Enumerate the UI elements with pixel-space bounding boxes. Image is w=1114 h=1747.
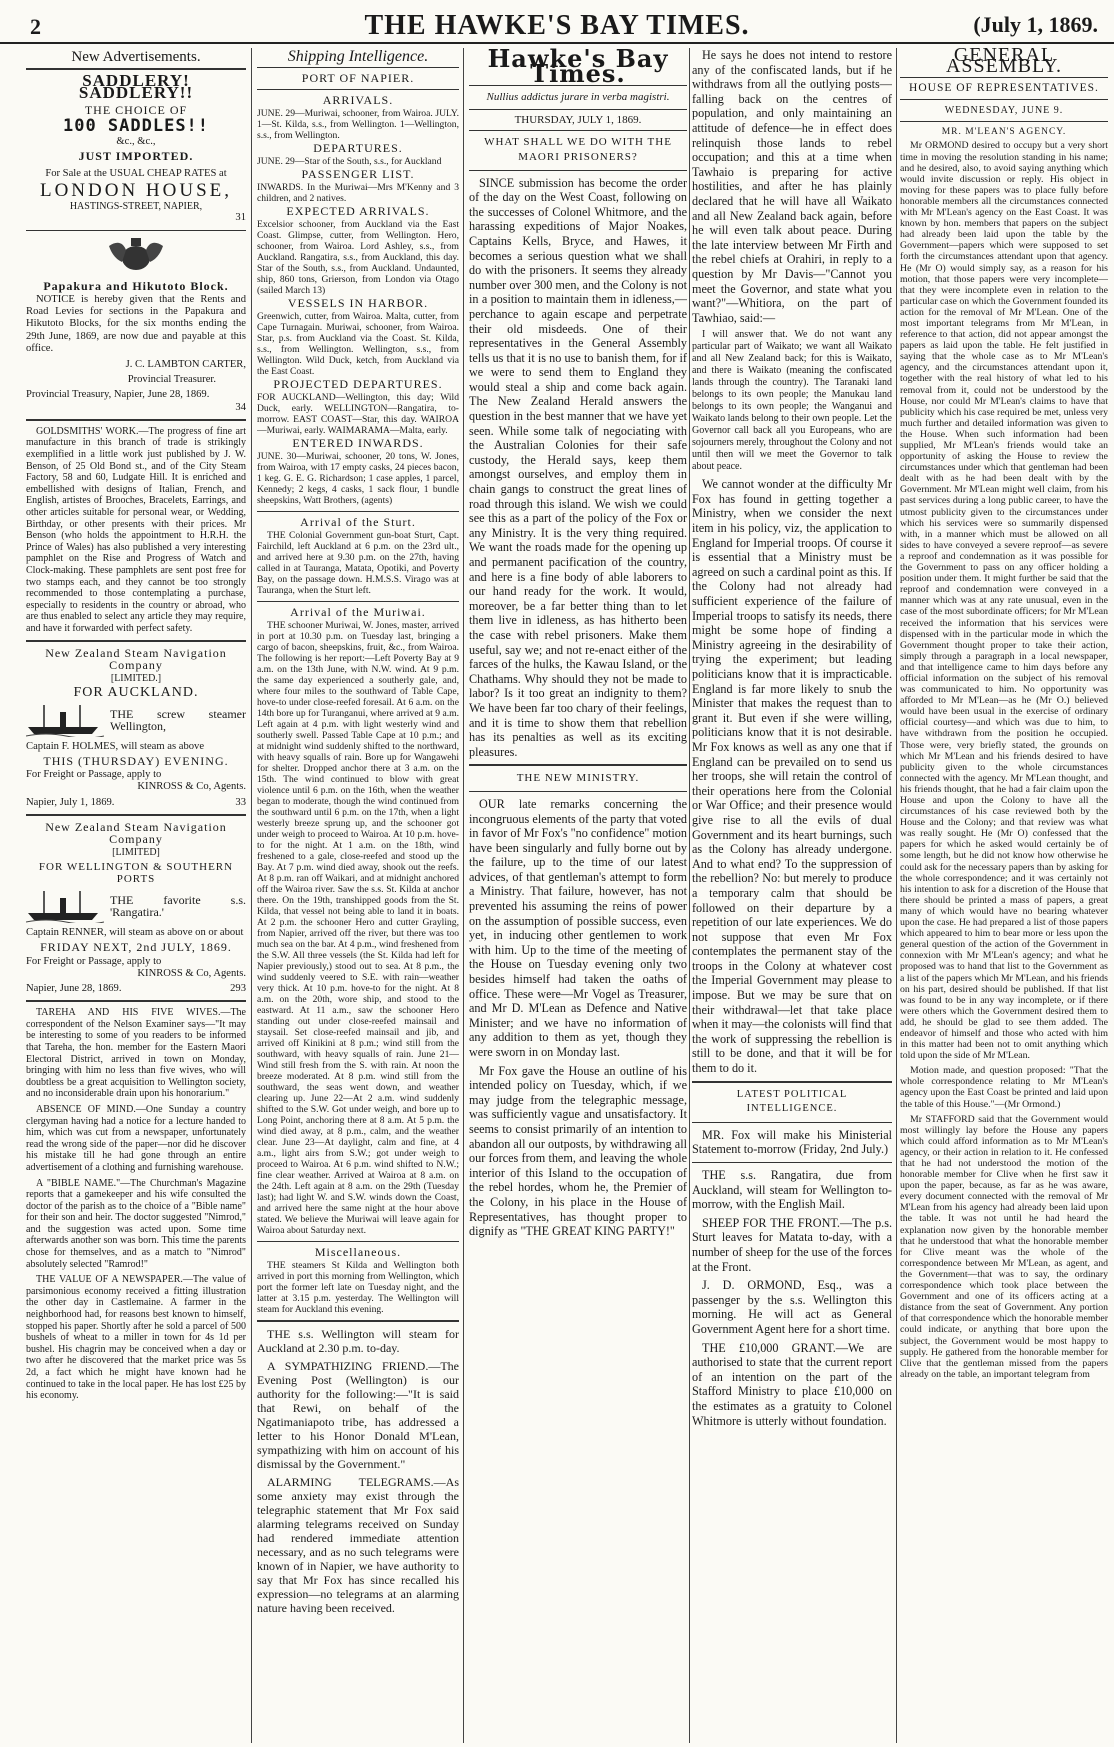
arrivals-list: JUNE. 29—Muriwai, schooner, from Wairoa. JULY. 1—St. Kilda, s.s., from Wellington. 1—Wellington, s.s., from Wellington. — [257, 108, 459, 141]
nz2-limited: [LIMITED] — [112, 847, 160, 859]
departures-heading: DEPARTURES. — [313, 141, 403, 155]
nz2-captain: Captain RENNER, will steam as above on or about — [26, 927, 244, 939]
saddlery-count: 100 SADDLES!! — [62, 115, 210, 136]
alarming-text: ALARMING TELEGRAMS.—As some anxiety may exist through the telegraphic statement that Mr Fox said alarming telegrams received on Sunday had rendered immediate attention necessary, and as no such telegrams were known of in Napier, we have authority to say that Mr Fox has since recalled his expression—no telegrams at an alarming nature having been received. — [257, 1475, 459, 1615]
column-rule — [251, 48, 252, 1743]
saddlery-address: HASTINGS-STREET, NAPIER, — [69, 200, 203, 212]
crest-icon — [26, 236, 246, 278]
departures-list: JUNE. 29—Star of the South, s.s., for Auckland — [257, 156, 442, 167]
agency-heading: MR. M'LEAN'S AGENCY. — [941, 127, 1067, 138]
column-general-assembly — [900, 48, 1108, 1743]
nz1-when: THIS (THURSDAY) EVENING. — [43, 753, 229, 768]
muriwai-text: THE schooner Muriwai, W. Jones, master, arrived in port at 10.30 p.m. on Tuesday last, bringing a cargo of bacon, sheepskins, fruit, &c., from Wairoa. The following is her report:—Left Poverty Bay at 9 a.m. on the 13th June, with N.W. wind. At 9 p.m. the same day experienced a southerly gale, and, where four miles to the southward of Table Cape, hove-to under close-reefed foresail. At 6 a.m. on the 14th bore up for Turanganui, where arrived at 9 a.m. Left again at 4 p.m. with light westerly wind and southerly swell. Passed Table Cape at 10 p.m.; and at midnight wind suddenly shifted to the northward, with heavy squalls of rain. Bore up for Wangawehi for shelter. Dropped anchor there at 3 a.m. on the 15th. The wind continued to blow with great violence until 6 p.m. on the 16th, when the weather began to moderate, though the wind continued from the southward until 6 p.m. on the 17th, when a light westerly breeze sprung up, and the schooner got under weigh to proceed to Wairoa. At 10 p.m. hove-to for the night. At 1 a.m. on the 18th, wind freshened to a gale, close-reefed and stood up the Bay. At 7 p.m. wind died away, shook out the reefs. At 8 p.m. ran off Waikari, and at midnight anchored off the Wairoa river. Saw the s.s. St. Kilda at anchor there. On the 19th, transhipped goods from the St. Kilda, that vessel not being able to land it in boats. At 2 p.m. the schooner Hero and cutter Grayling, from Napier, arrived off the river, but there was too much sea on the bar. At 4 p.m., wind freshened from the S.W. All three vessels (the St. Kilda had left for Napier previously,) stood out to sea. At 8 p.m., the wind suddenly veered to S.E. with rain—weather very thick. At 10 p.m. hove-to for the night. At 8 a.m. on the 20th, wore ship, and stood to the eastward. At 11 a.m., saw the schooner Hero standing out under close-reefed mainsail and staysail. Set close-reefed mainsail and jib, and arrived off Kinikini at 8 p.m.; wind still from the southward, with heavy squalls of rain. June 21—Wind still fresh from the S. with rain. At noon the breeze moderated. At 8 p.m. wind still from the southward, the seas went down, and weather clearing up. June 22—At 2 a.m. wind suddenly shifted to the S.W. Got under weigh, and bore up to Long Point, anchoring there at 8 a.m. At 5 p.m. the wind died away, at 8 p.m., calm, and the weather clear. June 23—At daylight, calm and fine, at 4 a.m., light airs from S.W.; got under weigh to proceed to Wairoa. At 6 p.m. wind shifted to N.W.; fine clear weather. Arrived at Wairoa at 8 a.m. on the 24th. Left again at 8 a.m. on the 29th (Tuesday last); had light W. and S.W. winds down the Coast, and arrived here the same night at the hour above stated. We believe the Muriwai will leave again for Wairoa about Saturday next. — [257, 620, 459, 1236]
nz1-limited: [LIMITED.] — [110, 672, 162, 684]
section-heading: New Advertisements. — [71, 49, 201, 65]
column-rule — [896, 48, 897, 1743]
rangatira-text: THE s.s. Rangatira, due from Auckland, will steam for Wellington to-morrow, with the English Mail. — [692, 1168, 892, 1212]
nz1-title: New Zealand Steam Navigation Company — [45, 645, 227, 672]
editorial-masthead: Hawke's Bay Times. — [469, 52, 687, 86]
editorial-quote: I will answer that. We do not want any particular part of Waikato; we want all Waikato and all New Zealand back; for this is Waikato, and there is Waikato (meaning the confiscated lands through the country). The Taranaki land belongs to its own people; the Manukau land belongs to its own people; the Wanganui and Waikato lands belong to their own people. Let the Governor call back all you Europeans, who are sojourners merely, throughout the Colony and not until then will we meet the Governor to talk about peace. — [692, 329, 892, 473]
nz2-title: New Zealand Steam Navigation Company — [45, 819, 227, 846]
assembly-p1: Mr ORMOND desired to occupy but a very short time in moving the resolution standing in his name; and he desired, also, to avoid saying anything which would invite discussion or reply. His object in moving for these papers was to place fully before honorable members all the circumstances connected with Mr M'Lean's agency on the East Coast. It was known by hon. members that papers on the subject had already been laid upon the table by the Government—papers which were supposed to set forth the circumstances attendant upon that agency. He (Mr O) would simply say, as a reason for his motion, that those papers were very incomplete—that they were incomplete even in relation to the particular case on which the Government founded its action for the removal of Mr M'Lean. One of the most important telegrams from Mr M'Lean, in reference to that action, did not appear amongst the papers as laid upon the table. He felt justified in saying that the whole case as to Mr M'Lean's agency, and the circumstances attendant upon it, together with the real history of what led to his removal from it, could not be understood by the House, nor could Mr M'Lean's claims to have that publicity which his case required be met, unless very much further and detailed information was given to the House. When such information had been supplied, Mr M'Lean's friends would take an opportunity of asking the House to review the circumstances under which that gentleman had been dealt with as he had been dealt with by the Government. Mr M'Lean might well claim, from his past services during a long public career, to have the utmost publicity given to the circumstances under which his services were so summarily dispensed with, in a manner which must be allowed on all sides to have conveyed a severe reproof—as severe a reproof and condemnation as it was possible for the Government to pass on any officer holding a position under them. It might further be said that the reproof and condemnation were conveyed in a manner which was at any rate unusual, even in the case of the most subordinate officers; for Mr M'Lean received the information that his services were dispensed with in the particular mode in which the Government thought proper to take their action, simply through a paragraph in a local newspaper, and that intelligence came to him days before any official information on the subject of his removal was communicated to him. No opportunity was afforded to Mr M'Lean—as he (Mr O.) believed would have been usual in the exercise of ordinary official courtesy—and which was due to him, to have withdrawn from the position he occupied. Those were, very briefly stated, the grounds on which Mr M'Lean and his friends desired to have publicity given to the whole circumstances connected with the agency. Mr M'Lean thought, and his friends thought, that he had a fair claim upon the House and upon the Colony to have all the circumstances of his case reviewed both by the House and the Colony; and that review was what was really sought. He (Mr O) confessed that the papers for which he asked would certainly be of some length, but he did not know how otherwise he could ask for the necessary papers than by asking for the whole correspondence; and it was certainly not his intention to ask for a discretion of the House that there should be printed a mass of papers, a great many of which would have no bearing whatever upon the case. He had prepared a list of those papers which appeared to him to bear more or less upon the general question of the action of the Government in connexion with Mr M'Lean's agency; and what he proposed was to hand that list to the Government as a list of the papers which Mr M'Lean, and his friends on his part, desired should be published. If that list was found to be in any way incomplete, or if there were others which the Government desired them to add, he should be glad to see them added. The endeavor of himself and those who acted with him in this matter had been not to omit anything which told upon the side of Mr M'Lean. — [900, 140, 1108, 1062]
arrivals-heading: ARRIVALS. — [322, 93, 394, 107]
page-number: 2 — [30, 14, 41, 39]
divider — [900, 77, 1108, 78]
sturt-heading: Arrival of the Sturt. — [300, 515, 416, 529]
ormond-text: J. D. ORMOND, Esq., was a passenger by the s.s. Wellington this morning. He will act as General Government Agent here for a short time. — [692, 1278, 892, 1336]
divider — [257, 89, 459, 90]
house-title: HOUSE OF REPRESENTATIVES. — [909, 82, 1099, 95]
nz2-agents: KINROSS & Co, Agents. — [137, 967, 246, 979]
nz1-freight: For Freight or Passage, apply to — [26, 769, 162, 781]
notice-text: NOTICE is hereby given that the Rents and Road Levies for sections in the Papakura and Hikutoto Blocks, for the six months ending the 29th June, 1869, are now due and payable at this office. — [26, 294, 246, 354]
saddlery-title: SADDLERY! SADDLERY!! — [78, 71, 194, 103]
saddlery-etc: &c., &c., — [116, 136, 156, 148]
expected-heading: EXPECTED ARRIVALS. — [286, 204, 430, 218]
harbor-heading: VESSELS IN HARBOR. — [287, 296, 429, 310]
assembly-p2: Motion made, and question proposed: "That the whole correspondence relating to Mr M'Lean's agency upon the East Coast be printed and laid upon the table of this House."—(Mr Ormond.) — [900, 1065, 1108, 1110]
article-title: WHAT SHALL WE DO WITH THE MAORI PRISONERS? — [484, 136, 672, 163]
issue-date: (July 1, 1869. — [973, 12, 1098, 37]
editorial-p2: We cannot wonder at the difficulty Mr Fox has found in getting together a Ministry, when we consider the next item in his policy, viz, the application to England for Imperial troops. Of course it is essential that a Ministry must be agreed on such a cardinal point as this. If the Colony had not already had sufficient experience of the failure of Imperial troops to satisfy its needs, there might be some hope of finding a Ministry agreeing in the desirability of trying the experiment; but leading politicians know that it is impracticable. England is far more likely to snub the Minister that makes the request than to grant it. But even if she were willing, politicians know that it is not desirable. Mr Fox knows as well as any one that if England can be prevailed on to send us her troops, she will retain the control of their operations here from the Colonial or War Office; and their presence would give rise to all the evils of dual Government and its heart burnings, such as the Colony has already undergone. And to what end? To the suppression of the rebellion? No: but merely to produce a temporary calm that should be followed on their departure by a repetition of our late experiences. We do not suppose that even Mr Fox contemplates the permanent stay of the troops in the Colony at whatever cost the Imperial Government may please to impose. But we may be sure that on their withdrawal—let that take place when it may—the colonists will find that the work of suppressing the rebellion is still to be done, and that it will be for them to do it. — [692, 477, 892, 1076]
masthead-title: THE HAWKE'S BAY TIMES. — [364, 10, 750, 41]
divider — [257, 67, 459, 68]
ad-ref: 34 — [235, 401, 246, 413]
column-rule — [689, 48, 690, 1743]
steamer-icon — [26, 889, 104, 923]
passenger-list: INWARDS. In the Muriwai—Mrs M'Kenny and 3 children, and 2 natives. — [257, 182, 459, 204]
article-p2: OUR late remarks concerning the incongruous elements of the party that voted in favor of Mr Fox's "no confidence" motion have been singularly and fully borne out by the failure, up to the time of our latest advices, of that gentleman's attempt to form a Ministry. That failure, however, has not prevented his assuming the reins of power on the assumption of possible success, even yet, in inducing other gentlemen to work with him. Up to the time of the meeting of the House on Tuesday evening only two besides himself had taken the oaths of office. These were—Mr Vogel as Treasurer, and Mr D. M'Lean as Defence and Native Minister; and we have no information of any addition to them as yet, though they were sworn in on Monday last. — [469, 796, 687, 1059]
shipping-title: Shipping Intelligence. — [287, 48, 429, 65]
nz1-dest: FOR AUCKLAND. — [73, 684, 199, 700]
port-name: PORT OF NAPIER. — [301, 71, 415, 85]
saddlery-house: LONDON HOUSE, — [39, 179, 233, 201]
divider — [469, 764, 687, 766]
misc-text: THE steamers St Kilda and Wellington both arrived in port this morning from Wellington, which port the former left late on Tuesday night, and the latter at 3.15 p.m. yesterday. The Wellington will steam for Auckland this evening. — [257, 1260, 459, 1315]
assembly-p3: Mr STAFFORD said that the Government would most willingly lay before the House any papers which could afford information as to Mr M'Lean's agency, or their action in relation to it. He confessed that he had not understood the motion of the honorable member for Clive when he first saw it upon the paper, because, as far as he was aware, every document connected with the removal of Mr M'Lean from his agency had already been laid upon the table. It was not until he had heard the explanation now given by the honorable member that he understood that what the honorable member for Clive meant was the whole of the correspondence between Mr M'Lean, as agent, and the Government—that was to say, the ordinary correspondence which took place between the Government and one of its officers acting at a distance from the seat of Government. Any portion of that correspondence which the honorable member could indicate, or anything that bore upon the subject, the Government would be most happy to supply. He gathered from the honorable member for Clive that the gentleman missed from the papers already on the table, an important telegram from — [900, 1113, 1108, 1380]
absence-text: ABSENCE OF MIND.—One Sunday a country clergyman having had a notice for a lecture handed to him, which was cut from a newspaper, unfortunately read the wrong side of the paper—nor did he discover his mistake till he had gone through an entire advertisement of a clothing and furnishing warehouse. — [26, 1103, 246, 1173]
article-p3: Mr Fox gave the House an outline of his intended policy on Tuesday, which, if we may judge from the telegraphic message, was sufficiently vague and unsatisfactory. It seems to consist primarily of an intention to abandon all our outposts, by withdrawing all our forces from them, and leaving the whole interior of this Island to the occupation of the rebel hordes, whom he, the Premier of the Colony, in his place in the House of Representatives, has thought proper to dignify as "THE GREAT KING PARTY!" — [469, 1063, 687, 1239]
bible-text: A "BIBLE NAME."—The Churchman's Magazine reports that a gamekeeper and his wife consulted the doctor of the parish as to the choice of a "Bible name" for their son and heir. The doctor suggested "Nimrod," and the suggestion was acted upon. Some time afterwards another son was born. This time the parents chose for themselves, and as a match to "Nimrod" absolutely selected "Ramrod!" — [26, 1177, 246, 1270]
ministry-title: THE NEW MINISTRY. — [516, 772, 640, 785]
divider — [257, 511, 459, 512]
notice-role: Provincial Treasurer. — [127, 374, 216, 386]
expected-list: Excelsior schooner, from Auckland via the East Coast. Glimpse, cutter, from Wellington. Hero, schooner, from Wairoa. Lord Ashley, s.s., from Auckland. Rangatira, s.s., from Auckland, this day. Star of the South, s.s., from Auckland. Undaunted, ship, 860 tons, Grierson, from London via Otago (sailed March 13) — [257, 219, 459, 296]
misc-heading: Miscellaneous. — [314, 1245, 402, 1259]
divider — [900, 99, 1108, 100]
divider — [26, 230, 246, 231]
editorial-p1: He says he does not intend to restore any of the confiscated lands, but if he withdraws from all the outlying posts—falling back on the centres of population, and only maintaining an attitude of defence—he in effect does relinquish those lands to rebel occupation; and this at a time when Tawhaio is preparing for active hostilities, and after he has plainly declared that he will have all Waikato and all New Zealand back again, before he will even talk about peace. During the late interview between Mr Firth and the rebel chiefs at Orahiri, in reply to a question by Mr Davis—"Cannot you meet the Governor, and state what you want?"—Whitiora, on the part of Tawhiao, said:— — [692, 48, 892, 325]
block-title: Papakura and Hikutoto Block. — [43, 278, 229, 293]
steamer-icon — [26, 703, 104, 737]
saddlery-imported: JUST IMPORTED. — [78, 149, 194, 164]
entered-heading: ENTERED INWARDS. — [292, 436, 424, 450]
muriwai-heading: Arrival of the Muriwai. — [290, 605, 426, 619]
divider — [900, 121, 1108, 122]
notice-place: Provincial Treasury, Napier, June 28, 1869. — [26, 389, 210, 401]
divider — [692, 1081, 892, 1083]
divider — [26, 640, 246, 642]
assembly-date: WEDNESDAY, JUNE 9. — [944, 105, 1064, 117]
nz1-captain: Captain F. HOLMES, will steam as above — [26, 740, 205, 752]
steamer-block — [26, 889, 246, 923]
nz2-date: Napier, June 28, 1869. 293 — [26, 982, 246, 994]
sturt-text: THE Colonial Government gun-boat Sturt, Capt. Fairchild, left Auckland at 6 p.m. on the 23rd ult., and arrived here at 9.30 p.m. on the 27th, having called in at Tauranga, Matata, Opotiki, and Poverty Bay, on the passage down. H.M.S.S. Virago was at Tauranga, when the Sturt left. — [257, 530, 459, 596]
divider — [257, 1320, 459, 1322]
grant-text: THE £10,000 GRANT.—We are authorised to state that the current report of an intention on the part of the Stafford Ministry to place £10,000 on the estimates as a gratuity to Colonel Whitmore is utterly without foundation. — [692, 1340, 892, 1428]
motto: Nullius addictus jurare in verba magistri. — [486, 91, 670, 104]
divider — [257, 601, 459, 602]
column-editorial — [469, 48, 687, 1743]
article-p1: SINCE submission has become the order of the day on the West Coast, following on the successes of Colonel Whitmore, and the harassing expeditions of Major Noakes, Captains Kells, Bryce, and Hawes, it becomes a serious question what we shall do with the prisoners. It seems they already number over 300 men, and the Colony is not in a position to maintain them in idleness,—perchance to again escape and perpetrate their old misdeeds. One of their representatives in the General Assembly tells us that it is no use to banish them, for if we were to send them to England they would steal a ship and come back again. The New Zealand Herald answers the question in the best manner that we have yet seen. While some talk of negociating with the Australian Colonies for their safe custody, the Herald says, keep them amongst ourselves, and employ them in chain gangs to construct the great lines of road through this island. We wish we could see this as a part of the policy of the Fox or any Ministry. It is the very thing required. We want the roads made for the opening up and permanent pacification of the country, and here is a fine body of able laborers to our hand ready for the work. It would, moreover, be a far better thing than to let them live in idleness, as has hitherto been the case with rebel prisoners. Make them useful, say we; and not re-enact either of the farces of the hulks, the Kawau Island, or the Chathams. Why should they not be made to labor? Is it too great an indignity to them? We have been far too chary of their feelings, and it is time to show them that rebellion has its penalties as well as its exciting pleasures. — [469, 175, 687, 759]
wellington-note: THE s.s. Wellington will steam for Auckland at 2.30 p.m. to-day. — [257, 1327, 459, 1355]
nz2-ship: THE favorite s.s. 'Rangatira.' — [110, 892, 246, 920]
divider — [469, 170, 687, 171]
notice-signature: J. C. LAMBTON CARTER, — [125, 359, 246, 371]
entered-list: JUNE. 30—Muriwai, schooner, 20 tons, W. Jones, from Wairoa, with 17 empty casks, 24 pieces bacon, 1 keg. G. E. G. Richardson; 1 case apples, 1 parcel, Kennedy; 2 kegs, 4 casks, 1 sack flour, 1 bundle sheepskins, Watt Brothers, (agents) — [257, 451, 459, 506]
sheep-text: SHEEP FOR THE FRONT.—The p.s. Sturt leaves for Matata to-day, with a number of sheep for the use of the forces at the Front. — [692, 1215, 892, 1274]
saddlery-sub: THE CHOICE OF — [84, 102, 188, 117]
nz2-dest: FOR WELLINGTON & SOUTHERN PORTS — [38, 860, 234, 885]
page-header — [0, 0, 1114, 44]
tareha-text: TAREHA AND HIS FIVE WIVES.—The correspondent of the Nelson Examiner says—"It may be interesting to some of you readers to be informed that Tareha, the hon. member for the Eastern Maori Electoral District, arrived in town on Monday, bringing with him no less than five wives, who will doubtless be a great acquisition to Wellington society, and no inconsiderable drain upon his honorarium." — [26, 1007, 246, 1100]
editorial-date: THURSDAY, JULY 1, 1869. — [469, 109, 687, 132]
column-shipping — [257, 48, 459, 1743]
projected-heading: PROJECTED DEPARTURES. — [273, 377, 443, 391]
divider — [692, 1162, 892, 1163]
harbor-list: Greenwich, cutter, from Wairoa. Malta, cutter, from Cape Turnagain. Muriwai, schooner, from Wairoa. Star, p.s. from Auckland via the Coast. St. Kilda, s.s., from Wellington. Wellington, s.s., from Wellington. Wild Duck, ketch, from Auckland via the East Coast. — [257, 311, 459, 377]
steamer-block — [26, 703, 246, 737]
value-text: THE VALUE OF A NEWSPAPER.—The value of parsimonious economy received a fitting illustration the other day in Castlemaine. A farmer in the neighborhood had, for reasons best known to himself, stopped his paper. Shortly after he sold a parcel of 500 bushels of wheat to a miller in town for 4s 1d per bushel. His chagrin may be conceived when a day or two after he discovered that the market price was 5s 2d, a fact which he might have known had he continued to take in the local paper. He has lost £25 by his economy. — [26, 1274, 246, 1402]
divider — [26, 1000, 246, 1002]
column-advertisements — [26, 48, 246, 1743]
divider — [26, 419, 246, 421]
divider — [26, 68, 246, 70]
nz1-ship: THE screw steamer Wellington, — [110, 706, 246, 733]
divider — [469, 791, 687, 792]
goldsmith-text: GOLDSMITHS' WORK.—The progress of fine art manufacture in this branch of trade is strikingly exemplified in a little work just published by J. W. Benson, of 25 Old Bond st., and of the City Steam Factory, 58 and 60, Ludgate Hill. It is enriched and embellished with designs of Italian, French, and English, artistes of Brooches, Bracelets, Earrings, and other articles suitable for personal wear, or Wedding, Birthday, or other presents with their prices. Mr Benson (who holds the appointment to H.R.H. the Prince of Wales) has also published a very interesting pamphlet on the Rise and Progress of Watch and Clock-making. These pamphlets are sent post free for two stamps each, and they cannot be too strongly recommended to those contemplating a purchase, especially to residents in the country or abroad, who are thus enabled to select any article they may require, and have it forwarded with perfect safety. — [26, 425, 246, 634]
saddlery-sale: For Sale at the USUAL CHEAP RATES at — [45, 168, 227, 180]
nz1-agents: KINROSS & Co, Agents. — [137, 781, 246, 793]
nz1-date: Napier, July 1, 1869. 33 — [26, 796, 246, 808]
latest-title: LATEST POLITICAL INTELLIGENCE. — [736, 1088, 848, 1115]
projected-list: FOR AUCKLAND—Wellington, this day; Wild Duck, early. WELLINGTON—Rangatira, to-morrow. EAST COAST—Star, this day. WAIROA—Muriwai, early. WAIMARAMA—Malta, early. — [257, 392, 459, 436]
divider — [692, 1122, 892, 1123]
ad-ref: 31 — [235, 212, 246, 224]
column-rule — [463, 48, 464, 1743]
column-editorial-continued — [692, 48, 892, 1743]
divider — [26, 814, 246, 816]
nz2-when: FRIDAY NEXT, 2nd JULY, 1869. — [40, 940, 232, 955]
nz2-freight: For Freight or Passage, apply to — [26, 955, 162, 967]
assembly-title: GENERAL ASSEMBLY. — [945, 48, 1063, 78]
divider — [257, 1241, 459, 1242]
latest-text: MR. Fox will make his Ministerial Statement to-morrow (Friday, 2nd July.) — [692, 1127, 892, 1157]
passenger-heading: PASSENGER LIST. — [301, 167, 415, 181]
sympathizing-text: A SYMPATHIZING FRIEND.—The Evening Post (Wellington) is our authority for the following:—"It is said that Rewi, on behalf of the Ngatimaniapoto tribe, has addressed a letter to his Honor Donald M'Lean, sympathizing with him on account of his dismissal by the Government." — [257, 1359, 459, 1471]
